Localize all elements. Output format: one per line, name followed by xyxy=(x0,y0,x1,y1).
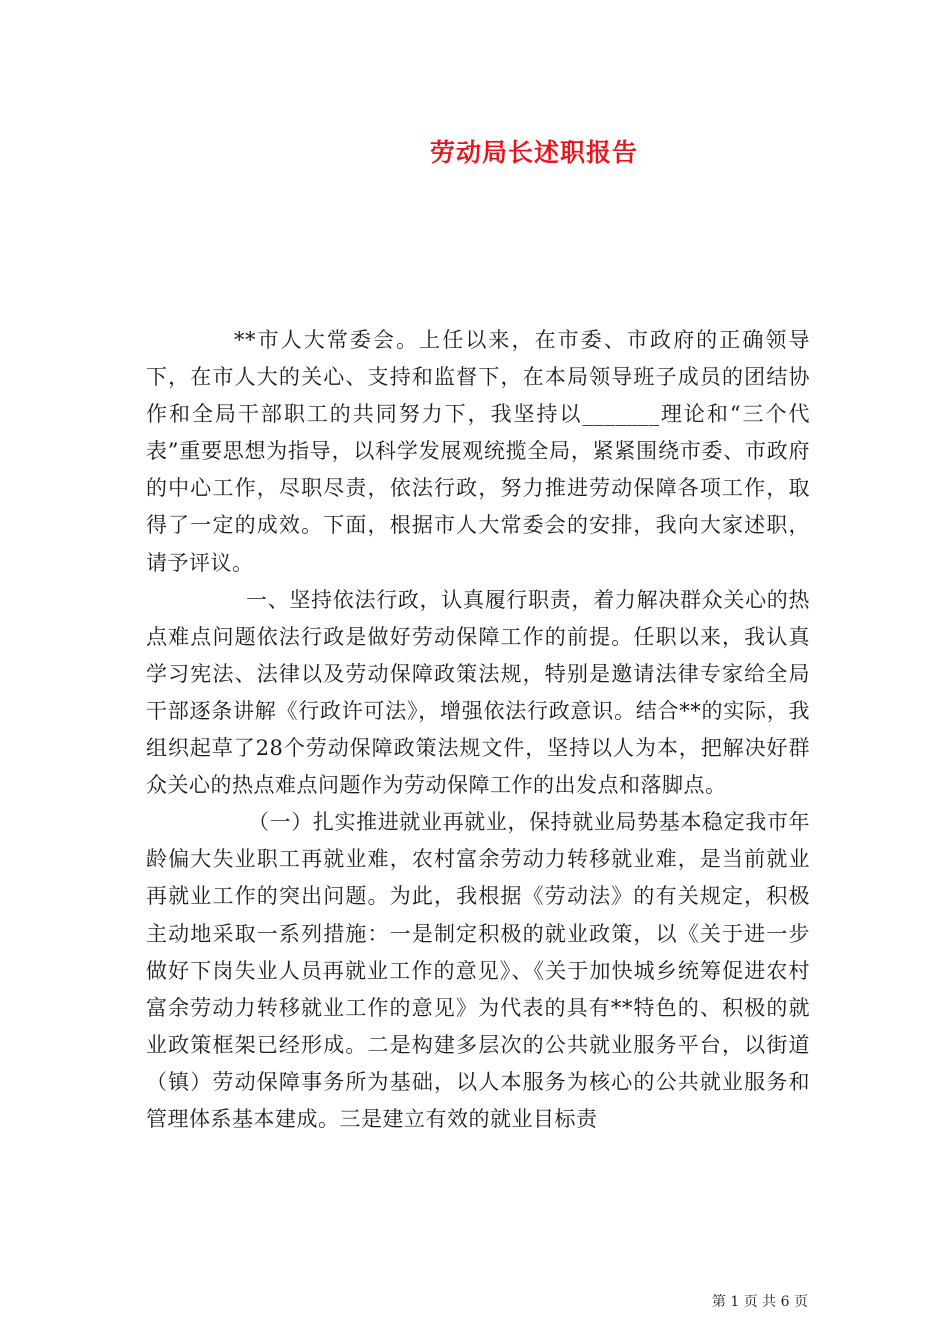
document-body xyxy=(146,322,810,1138)
page-number-footer: 第 1 页 共 6 页 xyxy=(711,1294,808,1310)
paragraph-section-one: 一、坚持依法行政，认真履行职责，着力解决群众关心的热点难点问题依法行政是做好劳动保障工作的前提。任职以来，我认真学习宪法、法律以及劳动保障政策法规，特别是邀请法律专家给全局干部逐条讲解《行政许可法》，增强依法行政意识。结合**的实际，我组织起草了28个劳动保障政策法规文件，坚持以人为本，把解决好群众关心的热点难点问题作为劳动保障工作的出发点和落脚点。 xyxy=(146,587,810,798)
document-title: 劳动局长述职报告 xyxy=(429,138,638,167)
paragraph-subsection-one: （一）扎实推进就业再就业，保持就业局势基本稳定我市年龄偏大失业职工再就业难，农村富余劳动力转移就业难，是当前就业再就业工作的突出问题。为此，我根据《劳动法》的有关规定，积极主动地采取一系列措施：一是制定积极的就业政策，以《关于进一步做好下岗失业人员再就业工作的意见》、《关于加快城乡统筹促进农村富余劳动力转移就业工作的意见》为代表的具有**特色的、积极的就业政策框架已经形成。二是构建多层次的公共就业服务平台，以街道（镇）劳动保障事务所为基础，以人本服务为核心的公共就业服务和管理体系基本建成。三是建立有效的就业目标责 xyxy=(146,810,810,1131)
paragraph-intro: **市人大常委会。上任以来，在市委、市政府的正确领导下，在市人大的关心、支持和监督下，在本局领导班子成员的团结协作和全局干部职工的共同努力下，我坚持以_______理论和“三个代表”重要思想为指导，以科学发展观统揽全局，紧紧围绕市委、市政府的中心工作，尽职尽责，依法行政，努力推进劳动保障各项工作，取得了一定的成效。下面，根据市人大常委会的安排，我向大家述职，请予评议。 xyxy=(146,328,810,575)
